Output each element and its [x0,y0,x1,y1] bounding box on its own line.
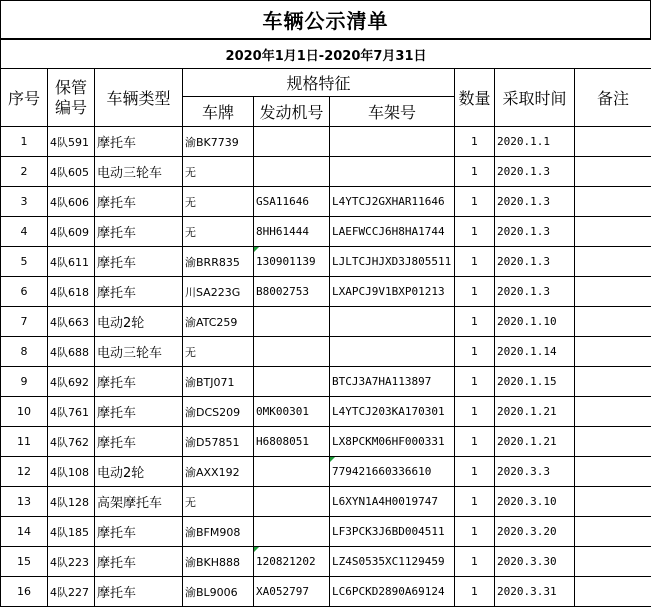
cell-qty: 1 [455,247,495,277]
sheet-body [0,38,651,607]
cell-custody: 4队761 [48,397,95,427]
table-row [1,457,651,487]
cell-seq: 3 [1,187,48,217]
cell-qty: 1 [455,397,495,427]
cell-qty: 1 [455,547,495,577]
cell-frame: LZ4S0535XC1129459 [330,547,455,577]
cell-qty: 1 [455,427,495,457]
cell-plate: 无 [183,337,254,367]
cell-time: 2020.1.21 [495,427,575,457]
table-row [1,547,651,577]
cell-time: 2020.1.3 [495,187,575,217]
cell-vehicle-type: 摩托车 [95,547,183,577]
cell-vehicle-type: 摩托车 [95,187,183,217]
cell-plate: 渝BTJ071 [183,367,254,397]
cell-engine: 8HH61444 [254,217,330,247]
cell-custody: 4队688 [48,337,95,367]
cell-seq: 15 [1,547,48,577]
cell-vehicle-type: 电动2轮 [95,307,183,337]
cell-frame: BTCJ3A7HA113897 [330,367,455,397]
cell-note [575,427,651,457]
header-frame: 车架号 [330,97,455,127]
cell-time: 2020.3.10 [495,487,575,517]
cell-vehicle-type: 电动三轮车 [95,337,183,367]
cell-seq: 4 [1,217,48,247]
cell-engine [254,517,330,547]
cell-plate: 渝BL9006 [183,577,254,607]
cell-custody: 4队762 [48,427,95,457]
cell-custody: 4队663 [48,307,95,337]
cell-engine [254,157,330,187]
cell-seq: 16 [1,577,48,607]
cell-plate: 渝AXX192 [183,457,254,487]
cell-plate: 无 [183,187,254,217]
cell-plate: 无 [183,157,254,187]
cell-time: 2020.3.3 [495,457,575,487]
cell-qty: 1 [455,127,495,157]
cell-vehicle-type: 摩托车 [95,247,183,277]
table-row [1,307,651,337]
cell-qty: 1 [455,517,495,547]
cell-engine: 120821202 [254,547,330,577]
cell-plate: 无 [183,217,254,247]
cell-vehicle-type: 高架摩托车 [95,487,183,517]
cell-time: 2020.1.3 [495,247,575,277]
cell-qty: 1 [455,277,495,307]
cell-frame: L4YTCJ2GXHAR11646 [330,187,455,217]
cell-time: 2020.3.20 [495,517,575,547]
cell-plate: 无 [183,487,254,517]
cell-engine: H6808051 [254,427,330,457]
cell-time: 2020.3.30 [495,547,575,577]
cell-frame: LAEFWCCJ6H8HA1744 [330,217,455,247]
cell-plate: 渝BK7739 [183,127,254,157]
cell-custody: 4队108 [48,457,95,487]
cell-custody: 4队609 [48,217,95,247]
cell-seq: 2 [1,157,48,187]
cell-custody: 4队223 [48,547,95,577]
cell-seq: 7 [1,307,48,337]
cell-frame: L4YTCJ203KA170301 [330,397,455,427]
cell-seq: 10 [1,397,48,427]
cell-frame [330,127,455,157]
date-range: 2020年1月1日-2020年7月31日 [1,39,651,69]
date-range-row [1,39,651,69]
cell-note [575,547,651,577]
cell-frame [330,337,455,367]
cell-frame: LC6PCKD2890A69124 [330,577,455,607]
header-engine: 发动机号 [254,97,330,127]
header-vehicle-type: 车辆类型 [95,69,183,127]
cell-qty: 1 [455,187,495,217]
header-custody [48,69,95,127]
cell-note [575,517,651,547]
cell-vehicle-type: 摩托车 [95,367,183,397]
cell-time: 2020.1.15 [495,367,575,397]
cell-qty: 1 [455,367,495,397]
cell-time: 2020.3.31 [495,577,575,607]
table-row [1,487,651,517]
header-spec-group: 规格特征 [183,69,455,97]
cell-custody: 4队605 [48,157,95,187]
cell-engine: B8002753 [254,277,330,307]
table-row [1,337,651,367]
cell-engine [254,307,330,337]
cell-note [575,247,651,277]
cell-note [575,397,651,427]
table-row [1,127,651,157]
cell-frame: LF3PCK3J6BD004511 [330,517,455,547]
cell-seq: 5 [1,247,48,277]
cell-plate: 渝D57851 [183,427,254,457]
cell-engine [254,127,330,157]
cell-seq: 11 [1,427,48,457]
cell-vehicle-type: 电动三轮车 [95,157,183,187]
cell-vehicle-type: 摩托车 [95,577,183,607]
cell-frame: 779421660336610 [330,457,455,487]
cell-qty: 1 [455,577,495,607]
cell-engine: XA052797 [254,577,330,607]
header-time: 采取时间 [495,69,575,127]
cell-vehicle-type: 摩托车 [95,397,183,427]
cell-plate: 川SA223G [183,277,254,307]
cell-frame [330,157,455,187]
cell-note [575,127,651,157]
table-row [1,517,651,547]
cell-custody: 4队618 [48,277,95,307]
cell-note [575,277,651,307]
cell-engine [254,487,330,517]
header-row-top [1,69,651,97]
cell-frame [330,307,455,337]
cell-engine: 0MK00301 [254,397,330,427]
cell-seq: 1 [1,127,48,157]
cell-custody: 4队185 [48,517,95,547]
cell-custody: 4队591 [48,127,95,157]
cell-time: 2020.1.10 [495,307,575,337]
table-row [1,247,651,277]
cell-note [575,187,651,217]
vehicle-table [0,38,651,607]
header-qty: 数量 [455,69,495,127]
cell-plate: 渝BFM908 [183,517,254,547]
cell-plate: 渝BKH888 [183,547,254,577]
table-row [1,427,651,457]
header-note: 备注 [575,69,651,127]
cell-note [575,337,651,367]
cell-frame: LJLTCJHJXD3J805511 [330,247,455,277]
cell-vehicle-type: 摩托车 [95,517,183,547]
cell-qty: 1 [455,157,495,187]
cell-time: 2020.1.3 [495,277,575,307]
header-custody-line1: 保管 [54,77,87,97]
cell-note [575,487,651,517]
cell-time: 2020.1.21 [495,397,575,427]
cell-seq: 12 [1,457,48,487]
cell-note [575,217,651,247]
cell-time: 2020.1.3 [495,217,575,247]
cell-vehicle-type: 摩托车 [95,277,183,307]
cell-qty: 1 [455,337,495,367]
cell-time: 2020.1.3 [495,157,575,187]
header-seq: 序号 [1,69,48,127]
cell-seq: 9 [1,367,48,397]
cell-qty: 1 [455,457,495,487]
cell-vehicle-type: 摩托车 [95,127,183,157]
table-body [1,127,651,607]
cell-qty: 1 [455,307,495,337]
cell-vehicle-type: 摩托车 [95,427,183,457]
cell-plate: 渝BRR835 [183,247,254,277]
cell-custody: 4队611 [48,247,95,277]
cell-seq: 14 [1,517,48,547]
cell-engine [254,367,330,397]
cell-frame: L6XYN1A4H0019747 [330,487,455,517]
cell-engine [254,337,330,367]
cell-frame: LXAPCJ9V1BXP01213 [330,277,455,307]
cell-frame: LX8PCKM06HF000331 [330,427,455,457]
table-row [1,577,651,607]
table-row [1,217,651,247]
cell-plate: 渝DCS209 [183,397,254,427]
cell-note [575,157,651,187]
cell-note [575,307,651,337]
table-row [1,157,651,187]
cell-vehicle-type: 摩托车 [95,217,183,247]
cell-time: 2020.1.14 [495,337,575,367]
cell-custody: 4队606 [48,187,95,217]
cell-engine: 130901139 [254,247,330,277]
cell-note [575,577,651,607]
cell-seq: 13 [1,487,48,517]
cell-qty: 1 [455,487,495,517]
table-row [1,397,651,427]
cell-custody: 4队128 [48,487,95,517]
header-custody-line2: 编号 [54,97,87,117]
cell-qty: 1 [455,217,495,247]
table-row [1,277,651,307]
cell-engine [254,457,330,487]
cell-plate: 渝ATC259 [183,307,254,337]
sheet-title: 车辆公示清单 [0,0,651,38]
cell-seq: 6 [1,277,48,307]
cell-custody: 4队227 [48,577,95,607]
cell-vehicle-type: 电动2轮 [95,457,183,487]
table-row [1,187,651,217]
header-plate: 车牌 [183,97,254,127]
table-row [1,367,651,397]
cell-custody: 4队692 [48,367,95,397]
cell-note [575,457,651,487]
cell-seq: 8 [1,337,48,367]
cell-engine: GSA11646 [254,187,330,217]
cell-time: 2020.1.1 [495,127,575,157]
cell-note [575,367,651,397]
